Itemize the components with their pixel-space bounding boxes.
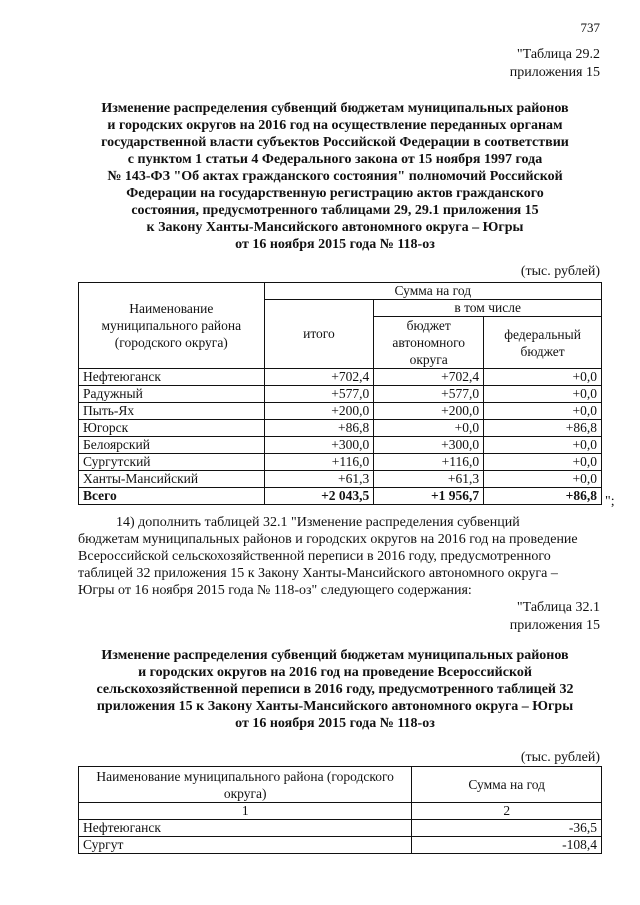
title-line: Федерации на государственную регистрацию актов гражданского bbox=[126, 186, 544, 201]
table2-col-number: 2 bbox=[412, 803, 602, 820]
row-total: +61,3 bbox=[264, 471, 374, 488]
row-sum: -36,5 bbox=[412, 820, 602, 837]
row-okrug: +300,0 bbox=[374, 437, 484, 454]
row-name: Нефтеюганск bbox=[79, 820, 412, 837]
table-row bbox=[79, 820, 602, 837]
title-line: № 143-ФЗ "Об актах гражданского состояния" полномочий Российской bbox=[107, 169, 563, 184]
amendment-paragraph bbox=[78, 514, 600, 599]
table-row bbox=[79, 471, 602, 488]
table1-reference-line2: приложения 15 bbox=[509, 65, 600, 80]
title-line: Изменение распределения субвенций бюджетам муниципальных районов bbox=[101, 101, 569, 116]
title-line: и городских округов на 2016 год на осуществление переданных органам bbox=[107, 118, 563, 133]
header-sum: Сумма на год bbox=[264, 283, 601, 300]
total-row bbox=[79, 488, 602, 505]
table-row bbox=[79, 837, 602, 854]
table-row bbox=[79, 386, 602, 403]
row-name: Нефтеюганск bbox=[79, 369, 265, 386]
table2-header-sum: Сумма на год bbox=[412, 767, 602, 803]
table1-reference bbox=[510, 46, 600, 82]
total-name: Всего bbox=[79, 488, 265, 505]
header-including: в том числе bbox=[374, 300, 602, 317]
row-total: +577,0 bbox=[264, 386, 374, 403]
table2 bbox=[78, 766, 602, 854]
table-row bbox=[79, 403, 602, 420]
table2-reference-line2: приложения 15 bbox=[509, 618, 600, 633]
header-federal: федеральный бюджет bbox=[484, 317, 602, 369]
paragraph-line: Югры от 16 ноября 2015 года № 118-оз" следующего содержания: bbox=[78, 583, 472, 598]
title-line: с пунктом 1 статьи 4 Федерального закона от 15 ноября 1997 года bbox=[127, 152, 543, 167]
table1-closing: "; bbox=[605, 494, 615, 509]
paragraph-line: 14) дополнить таблицей 32.1 "Изменение распределения субвенций bbox=[116, 515, 520, 530]
page-number: 737 bbox=[580, 20, 600, 35]
table2-reference bbox=[510, 599, 600, 635]
row-name: Югорск bbox=[79, 420, 265, 437]
table1-reference-line1: "Таблица 29.2 bbox=[516, 47, 600, 62]
row-sum: -108,4 bbox=[412, 837, 602, 854]
title-line: состояния, предусмотренного таблицами 29, 29.1 приложения 15 bbox=[131, 203, 539, 218]
row-total: +86,8 bbox=[264, 420, 374, 437]
total-okrug: +1 956,7 bbox=[374, 488, 484, 505]
title-line: и городских округов на 2016 год на проведение Всероссийской bbox=[138, 665, 532, 680]
title-line: Изменение распределения субвенций бюджетам муниципальных районов bbox=[101, 648, 569, 663]
row-federal: +0,0 bbox=[484, 471, 602, 488]
row-name: Пыть-Ях bbox=[79, 403, 265, 420]
units-label: (тыс. рублей) bbox=[520, 264, 600, 279]
units-label-2: (тыс. рублей) bbox=[520, 750, 600, 765]
table2-header-name: Наименование муниципального района (городского округа) bbox=[79, 767, 412, 803]
row-okrug: +0,0 bbox=[374, 420, 484, 437]
header-total: итого bbox=[264, 300, 374, 369]
total-federal: +86,8 bbox=[484, 488, 602, 505]
paragraph-line: таблицей 32 приложения 15 к Закону Ханты-Мансийского автономного округа – bbox=[78, 566, 558, 581]
row-okrug: +702,4 bbox=[374, 369, 484, 386]
row-total: +300,0 bbox=[264, 437, 374, 454]
table1-title bbox=[70, 100, 600, 253]
row-okrug: +61,3 bbox=[374, 471, 484, 488]
table-row bbox=[79, 437, 602, 454]
row-federal: +0,0 bbox=[484, 403, 602, 420]
row-okrug: +200,0 bbox=[374, 403, 484, 420]
row-federal: +0,0 bbox=[484, 437, 602, 454]
row-name: Сургутский bbox=[79, 454, 265, 471]
row-name: Белоярский bbox=[79, 437, 265, 454]
table2-col-number: 1 bbox=[79, 803, 412, 820]
table-row bbox=[79, 369, 602, 386]
row-federal: +0,0 bbox=[484, 386, 602, 403]
title-line: к Закону Ханты-Мансийского автономного округа – Югры bbox=[146, 220, 524, 235]
title-line: от 16 ноября 2015 года № 118-оз bbox=[235, 237, 435, 252]
row-name: Ханты-Мансийский bbox=[79, 471, 265, 488]
row-total: +116,0 bbox=[264, 454, 374, 471]
row-federal: +0,0 bbox=[484, 454, 602, 471]
total-sum: +2 043,5 bbox=[264, 488, 374, 505]
table2-reference-line1: "Таблица 32.1 bbox=[516, 600, 600, 615]
table-row bbox=[79, 454, 602, 471]
row-okrug: +116,0 bbox=[374, 454, 484, 471]
paragraph-line: Всероссийской сельскохозяйственной переписи в 2016 году, предусмотренного bbox=[78, 549, 551, 564]
title-line: от 16 ноября 2015 года № 118-оз bbox=[235, 716, 435, 731]
row-okrug: +577,0 bbox=[374, 386, 484, 403]
title-line: сельскохозяйственной переписи в 2016 году, предусмотренного таблицей 32 bbox=[96, 682, 574, 697]
header-name: Наименование муниципального района (городского округа) bbox=[79, 283, 265, 369]
paragraph-line: бюджетам муниципальных районов и городских округов на 2016 год на проведение bbox=[78, 532, 578, 547]
row-total: +702,4 bbox=[264, 369, 374, 386]
row-total: +200,0 bbox=[264, 403, 374, 420]
title-line: приложения 15 к Закону Ханты-Мансийского автономного округа – Югры bbox=[96, 699, 574, 714]
header-okrug: бюджет автономного округа bbox=[374, 317, 484, 369]
row-federal: +86,8 bbox=[484, 420, 602, 437]
table2-title bbox=[70, 647, 600, 732]
table1 bbox=[78, 282, 602, 505]
row-name: Радужный bbox=[79, 386, 265, 403]
table-row bbox=[79, 420, 602, 437]
row-federal: +0,0 bbox=[484, 369, 602, 386]
row-name: Сургут bbox=[79, 837, 412, 854]
title-line: государственной власти субъектов Российской Федерации в соответствии bbox=[101, 135, 569, 150]
